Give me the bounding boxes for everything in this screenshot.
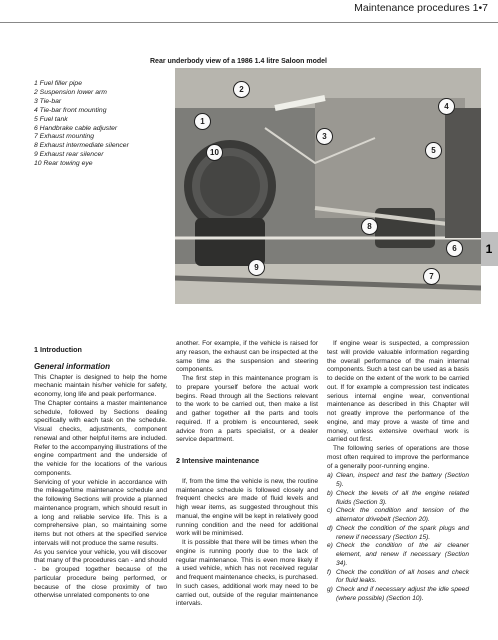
legend-item: 8 Exhaust intermediate silencer	[34, 142, 129, 150]
legend-item: 4 Tie-bar front mounting	[34, 106, 107, 114]
text-column-3	[327, 340, 469, 604]
callout-6: 6	[446, 240, 463, 257]
section-title-text: 2 Intensive maintenance	[176, 456, 260, 465]
text-column-2	[176, 340, 318, 609]
list-item: g) Check and if necessary adjust the idle speed (where possible) (Section 10).	[327, 586, 469, 602]
callout-8: 8	[361, 218, 378, 235]
operations-list	[327, 472, 469, 603]
figure-legend	[34, 80, 154, 169]
callout-10: 10	[206, 144, 223, 161]
list-item: e) Check the condition of the air cleaner element, and renew if necessary (Section 34).	[327, 542, 469, 567]
legend-item: 9 Exhaust rear silencer	[34, 151, 104, 159]
callout-4: 4	[438, 98, 455, 115]
legend-item: 10 Rear towing eye	[34, 160, 93, 168]
paragraph: As you service your vehicle, you will discover that many of the procedures can - and should - be grouped together because of the particular procedure being performed, or because of the close proximity of two otherwise unrelated components to one	[34, 548, 167, 600]
underbody-photo	[175, 68, 481, 304]
paragraph: If, from the time the vehicle is new, the routine maintenance schedule is followed closely and frequent checks are made of fluid levels and high wear items, as suggested throughout this manual, the engine will be kept in relatively good running condition and the need for additional work will be minimised.	[176, 477, 318, 538]
legend-item: 7 Exhaust mounting	[34, 133, 95, 141]
section-title-intensive-maintenance	[176, 457, 318, 466]
figure-caption: Rear underbody view of a 1986 1.4 litre Saloon model	[150, 58, 327, 65]
paragraph: The Chapter contains a master maintenance schedule, followed by Sections dealing specifically with each task on the schedule. Visual checks, adjustments, component renewal and other helpful items are included. Refer to the accompanying illustrations of the engine compartment and the underside of the vehicle for the locations of the various components.	[34, 399, 167, 477]
callout-3: 3	[316, 128, 333, 145]
callout-2: 2	[233, 81, 250, 98]
list-item: c) Check the condition and tension of the alternator drivebelt (Section 20).	[327, 507, 469, 523]
list-item: a) Clean, inspect and test the battery (Section 5).	[327, 472, 469, 488]
legend-item: 6 Handbrake cable adjuster	[34, 124, 118, 132]
list-item: b) Check the levels of all the engine related fluids (Section 3).	[327, 489, 469, 506]
subhead-general-information: General information	[34, 361, 111, 371]
legend-item: 1 Fuel filler pipe	[34, 80, 82, 87]
paragraph: It is possible that there will be times when the engine is running poorly due to the lack of regular maintenance. This is even more likely if a used vehicle, which has not received regular and frequent maintenance checks, is purchased. In such cases, additional work may need to be carried out, outside of the regular maintenance intervals.	[176, 539, 318, 608]
list-item: d) Check the condition of the spark plugs and renew if necessary (Section 15).	[327, 524, 469, 541]
paragraph: another. For example, if the vehicle is raised for any reason, the exhaust can be inspected at the same time as the suspension and steering components.	[176, 340, 318, 374]
callout-1: 1	[194, 113, 211, 130]
text-column-1	[34, 340, 167, 601]
running-head: Maintenance procedures 1•7	[354, 2, 488, 14]
paragraph: This Chapter is designed to help the home mechanic maintain his/her vehicle for safety, economy, long life and peak performance.	[34, 373, 167, 398]
paragraph: The first step in this maintenance program is to prepare yourself before the actual work begins. Read through all the Sections relevant to the work to be carried out, then make a list and gather together all the parts and tools required. If a problem is encountered, seek advice from a parts specialist, or a dealer service department.	[176, 375, 318, 444]
paragraph: The following series of operations are those most often required to improve the performance of a generally poor-running engine.	[327, 445, 469, 470]
header-rule	[0, 22, 498, 23]
paragraph: If engine wear is suspected, a compression test will provide valuable information regarding the overall performance of the main internal components. Such a test can be used as a basis to decide on the extent of the work to be carried out. If for example a compression test indicates serious internal engine wear, conventional maintenance as described in this Chapter will not greatly improve the performance of the engine, and may prove a waste of time and money, unless extensive overhaul work is carried out first.	[327, 340, 469, 444]
chapter-thumb-tab: 1	[480, 232, 498, 266]
section-title-text: 1 Introduction	[34, 345, 82, 354]
legend-item: 3 Tie-bar	[34, 97, 62, 105]
list-item: f) Check the condition of all hoses and check for fluid leaks.	[327, 568, 469, 585]
section-title-introduction	[34, 346, 167, 355]
callout-5: 5	[425, 142, 442, 159]
legend-item: 5 Fuel tank	[34, 115, 68, 123]
paragraph: Servicing of your vehicle in accordance with the mileage/time maintenance schedule and the following Sections will provide a planned maintenance program, which should result in a long and reliable service life. This is a comprehensive plan, so maintaining some items but not others at the specified service intervals will not produce the same results.	[34, 478, 167, 547]
legend-item: 2 Suspension lower arm	[34, 88, 107, 96]
callout-7: 7	[423, 268, 440, 285]
callout-9: 9	[248, 259, 265, 276]
